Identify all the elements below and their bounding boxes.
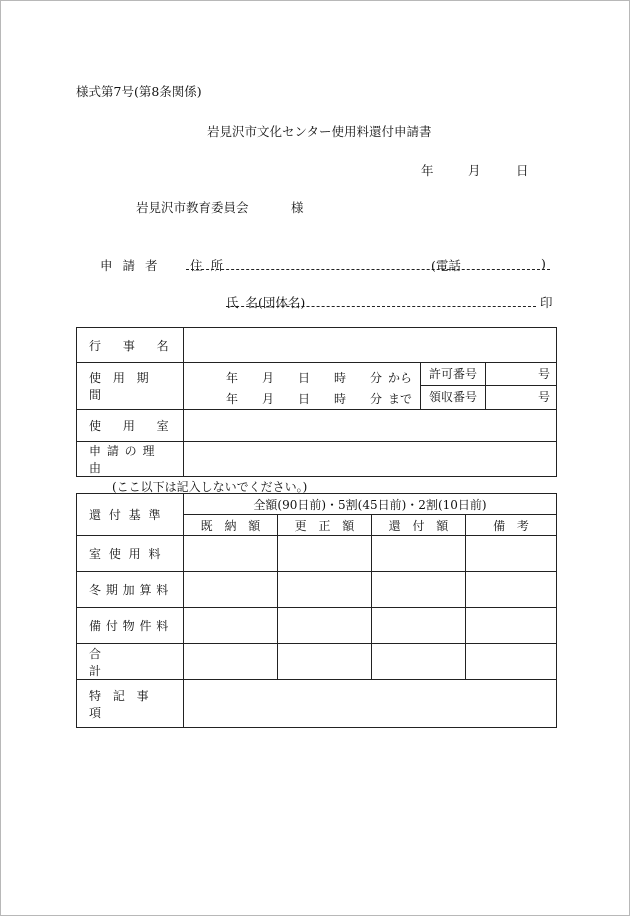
- refund-rates: 全額(90日前)・5割(45日前)・2割(10日前): [184, 494, 557, 515]
- period-from-minute: 分: [370, 371, 383, 385]
- cell[interactable]: [372, 536, 466, 572]
- phone-close: ): [541, 256, 546, 271]
- basis-label: 還 付 基 準: [77, 494, 184, 536]
- date-year: 年: [421, 163, 434, 178]
- event-name-label: 行 事 名: [77, 328, 184, 363]
- period-from-hour: 時: [334, 371, 347, 385]
- period-to-month: 月: [262, 392, 275, 406]
- room-field[interactable]: [184, 410, 557, 442]
- address-label: 住 所: [190, 258, 223, 273]
- refund-table: [76, 493, 557, 728]
- cell[interactable]: [372, 608, 466, 644]
- permit-no-field[interactable]: 号: [486, 363, 556, 386]
- date-month: 月: [468, 163, 481, 178]
- name-label: 氏 名(団体名): [226, 295, 306, 310]
- cell[interactable]: [184, 608, 278, 644]
- col-corrected: 更 正 額: [278, 515, 372, 536]
- period-from-suffix: から: [388, 371, 413, 385]
- cell[interactable]: [278, 608, 372, 644]
- table-row: [77, 572, 557, 608]
- period-label: 使 用 期 間: [77, 363, 184, 410]
- period-to-suffix: まで: [388, 392, 413, 406]
- number-labels: [421, 363, 486, 410]
- row-room-fee: 室 使 用 料: [77, 536, 184, 572]
- office-use-note: (ここ以下は記入しないでください。): [112, 480, 308, 494]
- col-paid: 既 納 額: [184, 515, 278, 536]
- period-from-day: 日: [298, 371, 311, 385]
- applicant-label: 申 請 者: [100, 258, 158, 273]
- period-from-year: 年: [226, 371, 239, 385]
- period-to-day: 日: [298, 392, 311, 406]
- room-label: 使 用 室: [77, 410, 184, 442]
- row-equipment-fee: 備 付 物 件 料: [77, 608, 184, 644]
- cell[interactable]: [184, 572, 278, 608]
- table-row: [77, 608, 557, 644]
- application-table: [76, 327, 557, 477]
- reason-label: 申 請 の 理 由: [77, 442, 184, 477]
- row-winter-fee: 冬 期 加 算 料: [77, 572, 184, 608]
- address-line[interactable]: [186, 269, 550, 270]
- cell[interactable]: [466, 572, 557, 608]
- page-title: 岩見沢市文化センター使用料還付申請書: [207, 124, 432, 139]
- form-number: 様式第7号(第8条関係): [76, 84, 202, 99]
- cell[interactable]: [184, 644, 278, 680]
- cell[interactable]: [466, 608, 557, 644]
- special-notes-label: 特 記 事 項: [77, 680, 184, 728]
- phone-open: (電話: [431, 258, 461, 273]
- table-row: [77, 644, 557, 680]
- reason-field[interactable]: [184, 442, 557, 477]
- number-fields[interactable]: [486, 363, 557, 410]
- cell[interactable]: [466, 536, 557, 572]
- cell[interactable]: [184, 536, 278, 572]
- period-field[interactable]: [184, 363, 421, 410]
- name-line[interactable]: [226, 306, 536, 307]
- cell[interactable]: [372, 644, 466, 680]
- cell[interactable]: [278, 536, 372, 572]
- special-notes-field[interactable]: [184, 680, 557, 728]
- period-to-hour: 時: [334, 392, 347, 406]
- col-remarks: 備 考: [466, 515, 557, 536]
- cell[interactable]: [278, 572, 372, 608]
- period-to-year: 年: [226, 392, 239, 406]
- permit-no-label: 許可番号: [421, 363, 485, 386]
- cell[interactable]: [372, 572, 466, 608]
- cell[interactable]: [466, 644, 557, 680]
- seal-mark: 印: [540, 295, 553, 310]
- period-from-month: 月: [262, 371, 275, 385]
- date-day: 日: [516, 163, 529, 178]
- row-total: 合 計: [77, 644, 184, 680]
- receipt-no-field[interactable]: 号: [537, 390, 550, 404]
- period-to-minute: 分: [370, 392, 383, 406]
- addressee: 岩見沢市教育委員会: [136, 200, 249, 215]
- table-row: [77, 536, 557, 572]
- col-refund: 還 付 額: [372, 515, 466, 536]
- addressee-honorific: 様: [291, 200, 304, 215]
- cell[interactable]: [278, 644, 372, 680]
- event-name-field[interactable]: [184, 328, 557, 363]
- receipt-no-label: 領収番号: [428, 390, 477, 404]
